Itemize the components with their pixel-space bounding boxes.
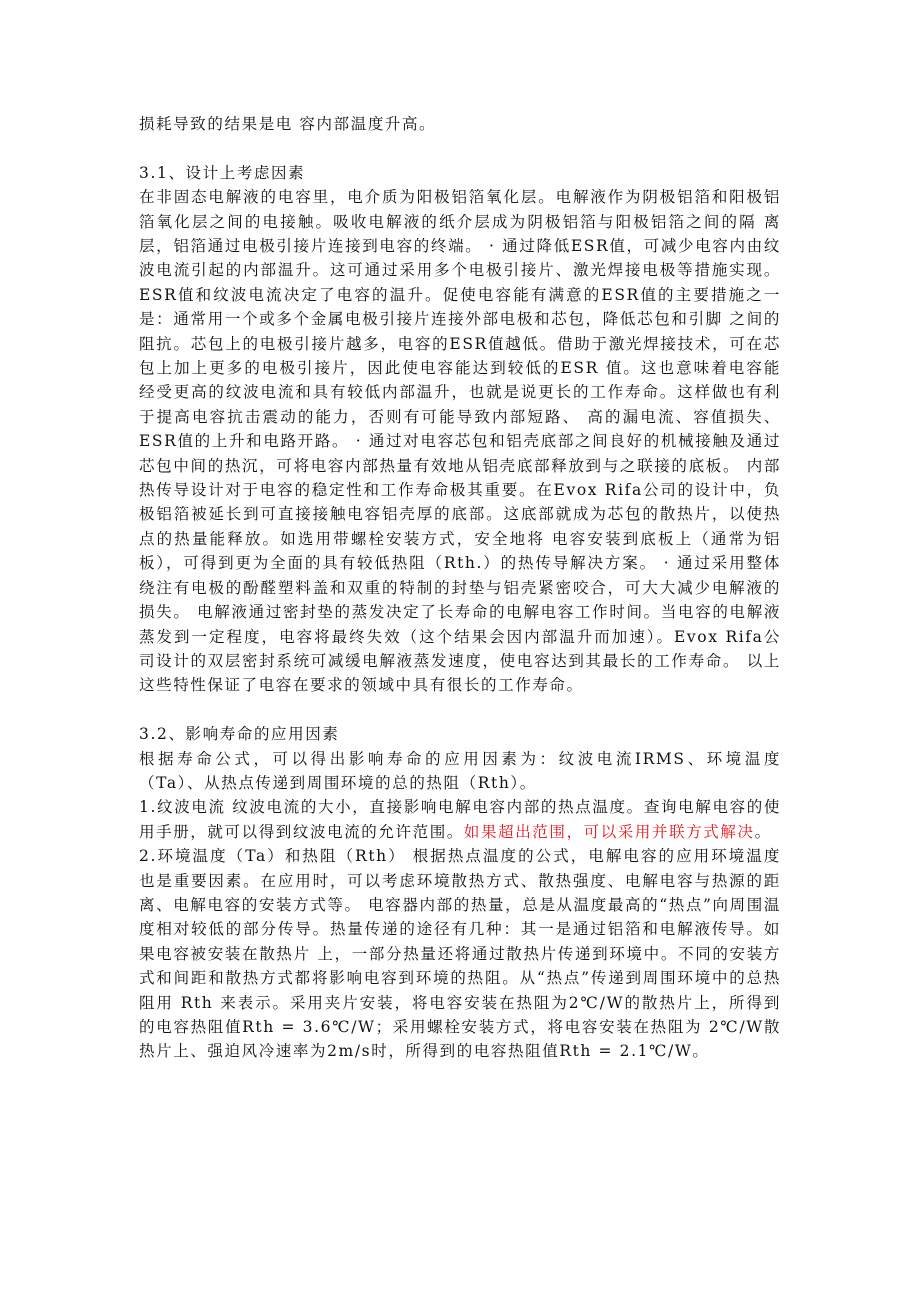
highlighted-solution: 如果超出范围，可以采用并联方式解决 (463, 822, 755, 841)
section-3-1-heading: 3.1、设计上考虑因素 (139, 163, 306, 182)
section-3-1-body: 在非固态电解液的电容里，电介质为阳极铝箔氧化层。电解液作为阴极铝箔和阳极铝箔氧化层之间的电接触。吸收电解液的纸介层成为阴极铝箔与阳极铝箔之间的隔 离层，铝箔通过电极引接片连接到电容的终端。 · 通过降低ESR值，可减少电容内由纹波电流引起的内部温升。这可通过采用多个电极引接片、激光焊接电极等措施实现。 ESR值和纹波电流决定了电容的温升。促使电容能有满意的ESR值的主要措施之一是：通常用一个或多个金属电极引接片连接外部电极和芯包，降低芯包和引脚 之间的阻抗。芯包上的电极引接片越多，电容的ESR值越低。借助于激光焊接技术，可在芯包上加上更多的电极引接片，因此使电容能达到较低的ESR 值。这也意味着电容能经受更高的纹波电流和具有较低内部温升，也就是说更长的工作寿命。这样做也有利于提高电容抗击震动的能力，否则有可能导致内部短路、 高的漏电流、容值损失、ESR值的上升和电路开路。 · 通过对电容芯包和铝壳底部之间良好的机械接触及通过芯包中间的热沉，可将电容内部热量有效地从铝壳底部释放到与之联接的底板。 内部热传导设计对于电容的稳定性和工作寿命极其重要。在Evox Rifa公司的设计中，负极铝箔被延长到可直接接触电容铝壳厚的底部。这底部就成为芯包的散热片，以使热点的热量能释放。如选用带螺栓安装方式，安全地将 电容安装到底板上（通常为铝板），可得到更为全面的具有较低热阻（Rth.）的热传导解决方案。 · 通过采用整体绕注有电极的酚醛塑料盖和双重的特制的封垫与铝壳紧密咬合，可大大减少电解液的损失。 电解液通过密封垫的蒸发决定了长寿命的电解电容工作时间。当电容的电解液蒸发到一定程度，电容将最终失效（这个结果会因内部温升而加速）。Evox Rifa公司设计的双层密封系统可减缓电解液蒸发速度，使电容达到其最长的工作寿命。 以上这些特性保证了电容在要求的领域中具有很长的工作寿命。 (139, 188, 781, 695)
spacer (139, 136, 781, 160)
ripple-current-text: 1.纹波电流 纹波电流的大小，直接影响电解电容内部的热点温度。查询电解电容的使用手册，就可以得到纹波电流的允许范围。 (139, 798, 781, 841)
document-page (139, 112, 781, 1064)
section-3-2-intro: 根据寿命公式，可以得出影响寿命的应用因素为：纹波电流IRMS、环境温度（Ta）、从热点传递到周围环境的总的热阻（Rth）。 (139, 749, 781, 792)
ambient-thermal-paragraph: 2.环境温度（Ta）和热阻（Rth） 根据热点温度的公式，电解电容的应用环境温度也是重要因素。在应用时，可以考虑环境散热方式、散热强度、电解电容与热源的距离、电解电容的安装方式等。 电容器内部的热量，总是从温度最高的“热点”向周围温度相对较低的部分传导。热量传递的途径有几种：其一是通过铝箔和电解液传导。如果电容被安装在散热片 上，一部分热量还将通过散热片传递到环境中。不同的安装方式和间距和散热方式都将影响电容到环境的热阻。从“热点”传递到周围环境中的总热阻用 Rth 来表示。采用夹片安装，将电容安装在热阻为2℃/W的散热片上，所得到的电容热阻值Rth = 3.6℃/W；采用螺栓安装方式，将电容安装在热阻为 2℃/W散热片上、强迫风冷速率为2m/s时，所得到的电容热阻值Rth = 2.1℃/W。 (139, 847, 781, 1061)
ripple-current-paragraph (139, 795, 781, 844)
section-3-2-heading: 3.2、影响寿命的应用因素 (139, 725, 340, 744)
intro-line: 损耗导致的结果是电 容内部温度升高。 (139, 115, 437, 133)
spacer (139, 698, 781, 722)
ripple-current-end: 。 (754, 822, 772, 841)
